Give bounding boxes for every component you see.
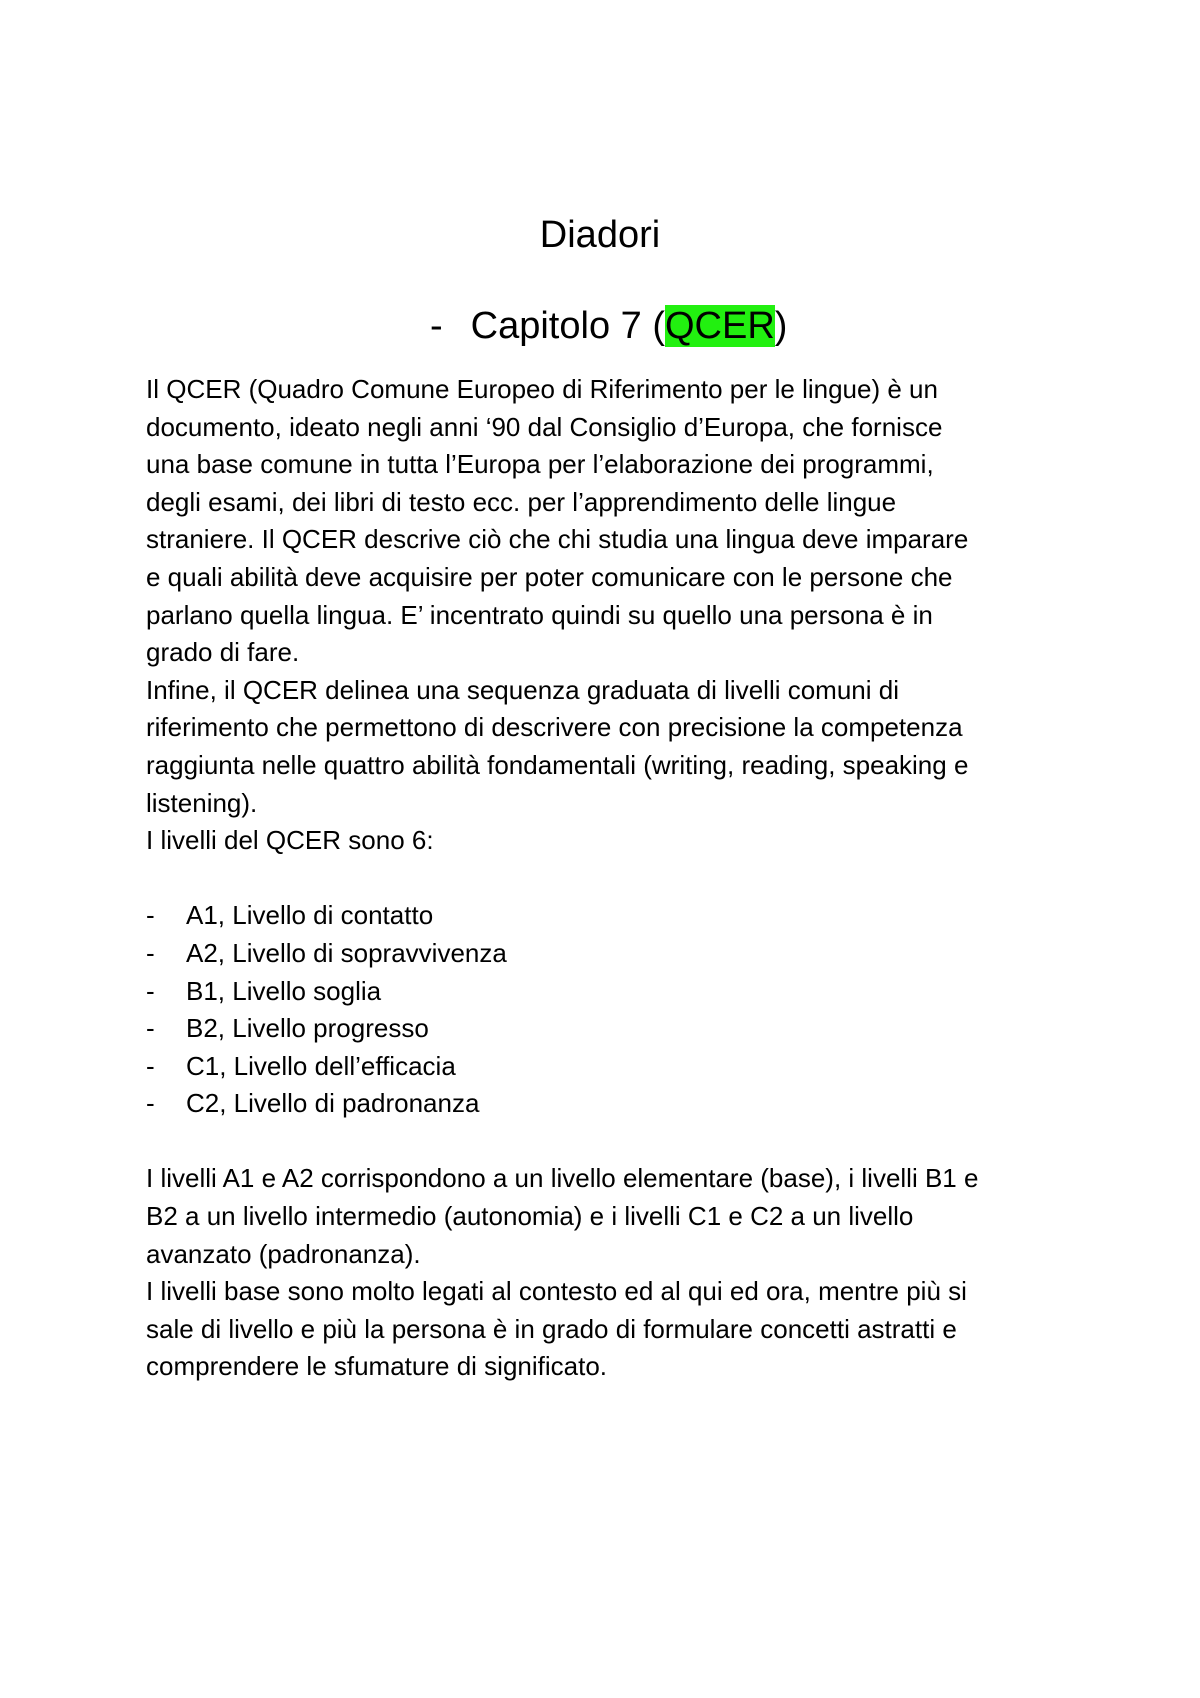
- bullet-dash: -: [146, 975, 155, 1006]
- levels-list: [146, 897, 1086, 1123]
- list-item: [146, 1010, 1086, 1048]
- level-label: C2, Livello di padronanza: [186, 1088, 480, 1119]
- blank-line: [146, 860, 1086, 898]
- closing-paragraph: I livelli base sono molto legati al contesto ed al qui ed ora, mentre più si sale di livello e più la persona è in grado di formulare concetti astratti e comprendere le sfumature di significato.: [146, 1276, 967, 1382]
- document-title: Diadori: [539, 214, 661, 256]
- document-body: [146, 371, 1086, 1386]
- paragraph-levels-overview: Infine, il QCER delinea una sequenza graduata di livelli comuni di riferimento che permettono di descrivere con precisione la competenza raggiunta nelle quattro abilità fondamentali (writing, reading, speaking e listening).: [146, 674, 969, 818]
- level-label: B2, Livello progresso: [186, 1013, 429, 1044]
- intro-paragraph: Il QCER (Quadro Comune Europeo di Riferimento per le lingue) è un documento, ideato negli anni ‘90 dal Consiglio d’Europa, che fornisce una base comune in tutta l’Europa per l’elaborazione dei programmi, degli esami, dei libri di testo ecc. per l’apprendimento delle lingue straniere. Il QCER descrive ciò che chi studia una lingua deve imparare e quali abilità deve acquisire per poter comunicare con le persone che parlano quella lingua. E’ incentrato quindi su quello una persona è in grado di fare.: [146, 374, 969, 668]
- chapter-suffix: ): [774, 305, 788, 347]
- list-item: [146, 973, 1086, 1011]
- chapter-prefix: Capitolo 7 (: [470, 305, 665, 347]
- bullet-dash: -: [146, 900, 155, 931]
- levels-intro: I livelli del QCER sono 6:: [146, 825, 434, 856]
- list-item: [146, 897, 1086, 935]
- level-label: B1, Livello soglia: [186, 975, 382, 1006]
- bullet-dash: -: [146, 1088, 155, 1119]
- blank-line: [146, 1123, 1086, 1161]
- level-label: A1, Livello di contatto: [186, 900, 434, 931]
- bullet-dash: -: [146, 937, 155, 968]
- list-item: [146, 1048, 1086, 1086]
- level-label: A2, Livello di sopravvivenza: [186, 937, 507, 968]
- chapter-dash: -: [430, 305, 443, 347]
- highlighted-acronym: QCER: [664, 305, 775, 347]
- bullet-dash: -: [146, 1050, 155, 1081]
- levels-summary-paragraph: I livelli A1 e A2 corrispondono a un livello elementare (base), i livelli B1 e B2 a un livello intermedio (autonomia) e i livelli C1 e C2 a un livello avanzato (padronanza).: [146, 1163, 979, 1269]
- list-item: [146, 935, 1086, 973]
- bullet-dash: -: [146, 1013, 155, 1044]
- level-label: C1, Livello dell’efficacia: [186, 1050, 456, 1081]
- list-item: [146, 1085, 1086, 1123]
- chapter-heading: [430, 303, 787, 349]
